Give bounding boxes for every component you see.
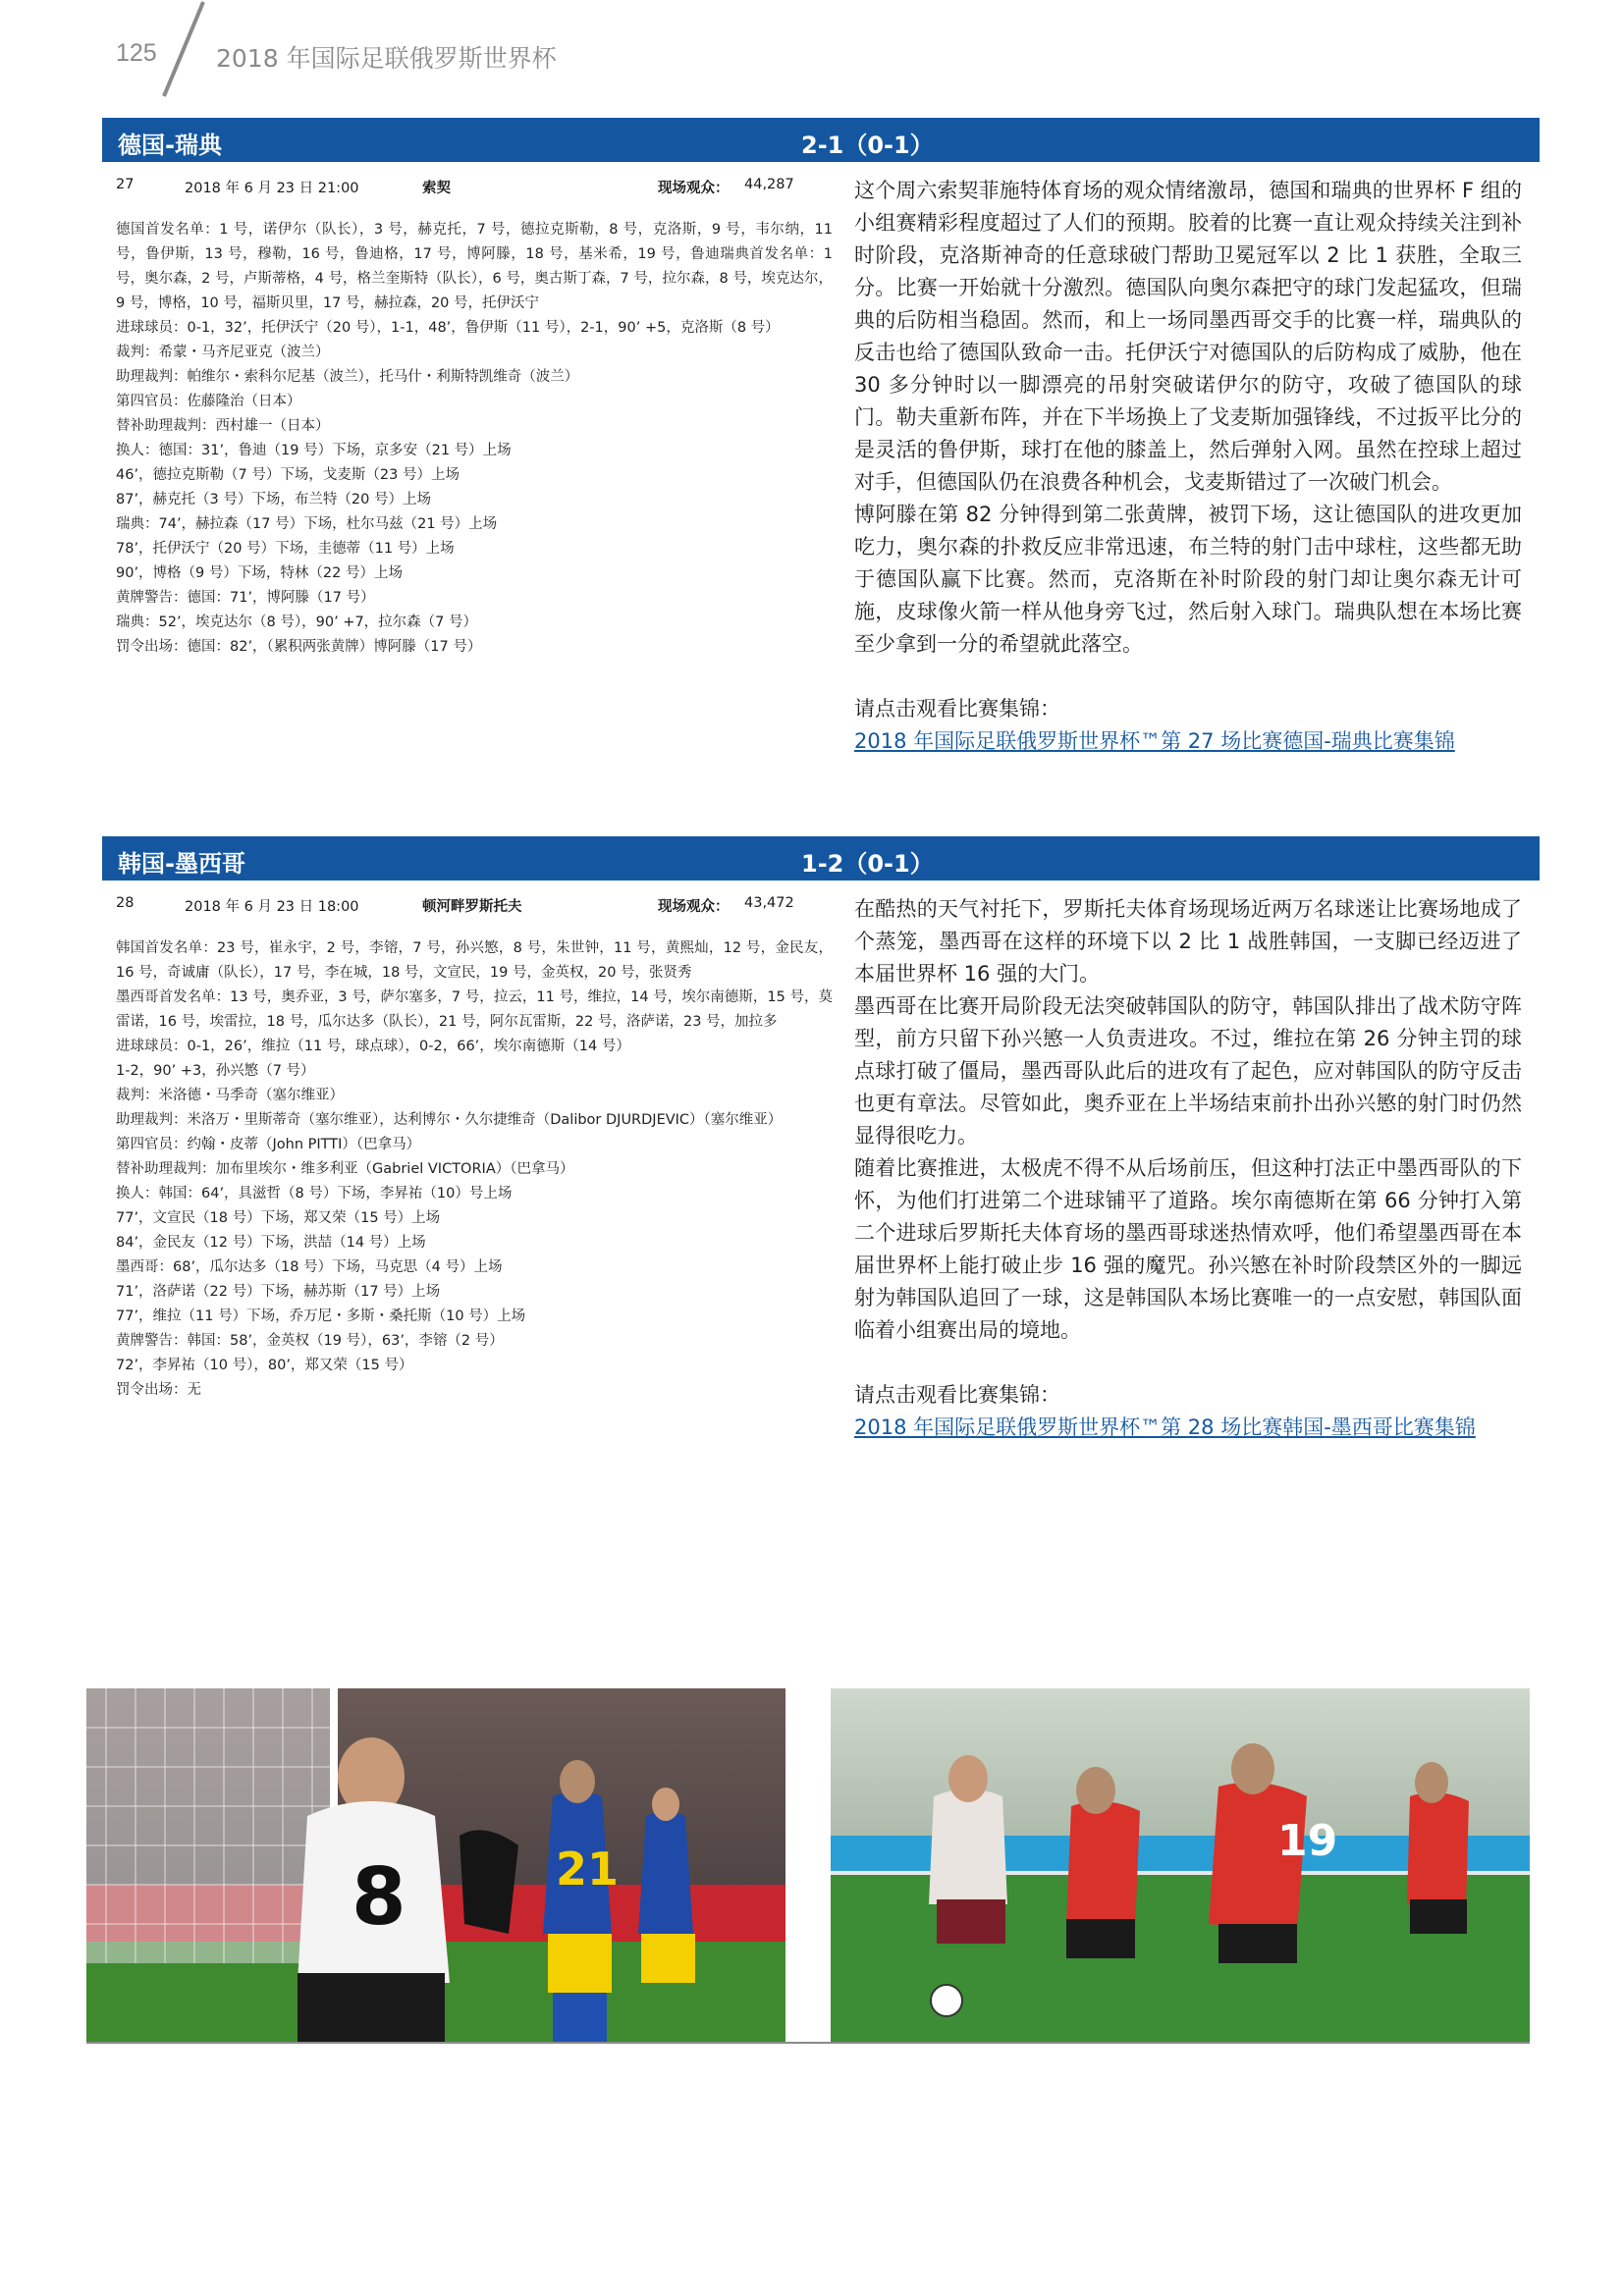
match-banner-korea-mexico (102, 836, 1540, 881)
reserve-assistant-referee: 替补助理裁判：西村雄一（日本） (116, 418, 330, 434)
report-paragraph: 这个周六索契菲施特体育场的观众情绪激昂，德国和瑞典的世界杯 F 组的小组赛精彩程度超过了人们的预期。胶着的比赛一直让观众持续关注到补时阶段，克洛斯神奇的任意球破门帮助卫冕冠军以 2 比 1 获胜，全取三分。比赛一开始就十分激烈。德国队向奥尔森把守的球门发起猛攻，但瑞典的后防相当稳固。然而，和上一场同墨西哥交手的比赛一样，瑞典队的反击也给了德国队致命一击。托伊沃宁对德国队的后防构成了威胁，他在 30 多分钟时以一脚漂亮的吊射突破诺伊尔的防守，攻破了德国队的球门。勒夫重新布阵，并在下半场换上了戈麦斯加强锋线，不过扳平比分的是灵活的鲁伊斯，球打在他的膝盖上，然后弹射入网。虽然在控球上超过对手，但德国队仍在浪费各种机会，戈麦斯错过了一次破门机会。 (854, 179, 1522, 494)
fourth-official: 第四官员：约翰・皮蒂（John PITTI）（巴拿马） (116, 1137, 421, 1152)
yellow-cards: 瑞典：52’，埃克达尔（8 号），90’ +7，拉尔森（7 号） (116, 614, 478, 630)
yellow-cards: 72’，李昇祐（10 号），80’，郑又荣（15 号） (116, 1358, 413, 1373)
substitution: 瑞典：74’，赫拉森（17 号）下场，杜尔马兹（21 号）上场 (116, 516, 498, 532)
goals: 进球球员：0-1，32’，托伊沃宁（20 号），1-1，48’，鲁伊斯（11 号），2-1，90’ +5，克洛斯（8 号） (116, 320, 780, 336)
assistant-referees: 助理裁判：帕维尔・索科尔尼基（波兰），托马什・利斯特凯维奇（波兰） (116, 369, 579, 385)
highlights-prompt: 请点击观看比赛集锦： (854, 697, 1060, 721)
match-details-germany-sweden (116, 218, 833, 660)
match-datetime: 2018 年 6 月 23 日 18:00 (185, 899, 359, 915)
svg-text:21: 21 (556, 1842, 620, 1896)
goals: 1-2，90’ +3，孙兴慜（7 号） (116, 1063, 315, 1079)
substitution: 78’，托伊沃宁（20 号）下场，圭德蒂（11 号）上场 (116, 541, 455, 557)
book-title: 2018 年国际足联俄罗斯世界杯 (216, 44, 557, 73)
red-cards: 罚令出场：无 (116, 1382, 201, 1398)
yellow-cards: 黄牌警告：德国：71’，博阿滕（17 号） (116, 590, 375, 606)
report-paragraph: 墨西哥在比赛开局阶段无法突破韩国队的防守，韩国队排出了战术防守阵型，前方只留下孙兴慜一人负责进攻。不过，维拉在第 26 分钟主罚的球点球打破了僵局，墨西哥队此后的进攻有了起色，应对韩国队的防守反击也更有章法。尽管如此，奥乔亚在上半场结束前扑出孙兴慜的射门时仍然显得很吃力。 (854, 994, 1522, 1148)
match-report-korea-mexico (854, 893, 1522, 1444)
match-number: 28 (116, 895, 135, 911)
substitution: 46’，德拉克斯勒（7 号）下场，戈麦斯（23 号）上场 (116, 467, 460, 483)
attendance-label: 现场观众： (658, 181, 730, 196)
match-score: 1-2（0-1） (801, 850, 934, 878)
report-paragraph: 在酷热的天气衬托下，罗斯托夫体育场现场近两万名球迷让比赛场地成了个蒸笼，墨西哥在这样的环境下以 2 比 1 战胜韩国，一支脚已经迈进了本届世界杯 16 强的大门。 (854, 897, 1522, 986)
report-paragraph: 随着比赛推进，太极虎不得不从后场前压，但这种打法正中墨西哥队的下怀，为他们打进第二个进球铺平了道路。埃尔南德斯在第 66 分钟打入第二个进球后罗斯托夫体育场的墨西哥球迷热情欢呼，他们希望墨西哥在本届世界杯上能打破止步 16 强的魔咒。孙兴慜在补时阶段禁区外的一脚远射为韩国队追回了一球，这是韩国队本场比赛唯一的一点安慰，韩国队面临着小组赛出局的境地。 (854, 1156, 1522, 1342)
red-cards: 罚令出场：德国：82’，（累积两张黄牌）博阿滕（17 号） (116, 639, 482, 655)
assistant-referees: 助理裁判：米洛万・里斯蒂奇（塞尔维亚），达利博尔・久尔捷维奇（Dalibor DJURDJEVIC）（塞尔维亚） (116, 1112, 783, 1128)
reserve-assistant-referee: 替补助理裁判：加布里埃尔・维多利亚（Gabriel VICTORIA）（巴拿马） (116, 1161, 574, 1177)
yellow-cards: 黄牌警告：韩国：58’，金英权（19 号），63’，李镕（2 号） (116, 1333, 504, 1349)
attendance-value: 44,287 (744, 177, 794, 192)
match-banner-germany-sweden (102, 118, 1540, 162)
photo-germany-sweden-free-kick (86, 1688, 785, 2042)
svg-text:8: 8 (352, 1851, 406, 1943)
match-teams: 德国-瑞典 (118, 132, 222, 159)
report-paragraph: 博阿滕在第 82 分钟得到第二张黄牌，被罚下场，这让德国队的进攻更加吃力，奥尔森的扑救反应非常迅速，布兰特的射门击中球柱，这些都无助于德国队赢下比赛。然而，克洛斯在补时阶段的射门却让奥尔森无计可施，皮球像火箭一样从他身旁飞过，然后射入球门。瑞典队想在本场比赛至少拿到一分的希望就此落空。 (854, 503, 1522, 656)
match-details-korea-mexico (116, 936, 833, 1403)
substitution: 换人：韩国：64’，具滋哲（8 号）下场，李昇祐（10）号上场 (116, 1186, 513, 1201)
lineup-korea: 韩国首发名单：23 号，崔永宇，2 号，李镕，7 号，孙兴慜，8 号，朱世钟，11 号，黄熙灿，12 号，金民友，16 号，奇诚庸（队长），17 号，李在城，18 号，文宣民，19 号，金英权，20 号，张贤秀 (116, 940, 833, 981)
goals: 进球球员：0-1，26’，维拉（11 号，球点球），0-2，66’，埃尔南德斯（14 号） (116, 1039, 630, 1054)
substitution: 87’，赫克托（3 号）下场，布兰特（20 号）上场 (116, 492, 431, 507)
match-venue: 顿河畔罗斯托夫 (422, 899, 522, 915)
header-slash-decoration (0, 0, 216, 118)
referee: 裁判：希蒙・马齐尼亚克（波兰） (116, 345, 330, 360)
match-score: 2-1（0-1） (801, 132, 934, 159)
match-venue: 索契 (422, 181, 451, 196)
lineup-mexico: 墨西哥首发名单：13 号，奥乔亚，3 号，萨尔塞多，7 号，拉云，11 号，维拉，14 号，埃尔南德斯，15 号，莫雷诺，16 号，埃雷拉，18 号，瓜尔达多（队长），21 号，阿尔瓦雷斯，22 号，洛萨诺，23 号，加拉多 (116, 989, 833, 1030)
highlights-prompt: 请点击观看比赛集锦： (854, 1383, 1060, 1407)
page-number: 125 (116, 39, 157, 67)
match-info-row (116, 177, 803, 200)
fourth-official: 第四官员：佐藤隆治（日本） (116, 394, 301, 409)
attendance-label: 现场观众： (658, 899, 730, 915)
substitution: 墨西哥：68’，瓜尔达多（18 号）下场，马克思（4 号）上场 (116, 1259, 503, 1275)
highlights-link[interactable]: 2018 年国际足联俄罗斯世界杯™第 27 场比赛德国-瑞典比赛集锦 (854, 729, 1455, 753)
substitution: 84’，金民友（12 号）下场，洪喆（14 号）上场 (116, 1235, 426, 1251)
match-report-germany-sweden (854, 175, 1522, 758)
substitution: 71’，洛萨诺（22 号）下场，赫苏斯（17 号）上场 (116, 1284, 441, 1300)
photo-bottom-rule (86, 2042, 1530, 2044)
highlights-link[interactable]: 2018 年国际足联俄罗斯世界杯™第 28 场比赛韩国-墨西哥比赛集锦 (854, 1415, 1476, 1439)
substitution: 换人：德国：31’，鲁迪（19 号）下场，京多安（21 号）上场 (116, 443, 512, 458)
match-info-row (116, 895, 803, 919)
referee: 裁判：米洛德・马季奇（塞尔维亚） (116, 1088, 344, 1103)
substitution: 90’，博格（9 号）下场，特林（22 号）上场 (116, 565, 403, 581)
attendance-value: 43,472 (744, 895, 794, 911)
photo-korea-mexico-duel (831, 1688, 1530, 2042)
match-datetime: 2018 年 6 月 23 日 21:00 (185, 181, 359, 196)
substitution: 77’，维拉（11 号）下场，乔万尼・多斯・桑托斯（10 号）上场 (116, 1308, 526, 1324)
match-teams: 韩国-墨西哥 (118, 850, 245, 878)
running-header (0, 0, 1624, 118)
lineups: 德国首发名单：1 号，诺伊尔（队长），3 号，赫克托，7 号，德拉克斯勒，8 号，克洛斯，9 号，韦尔纳，11 号，鲁伊斯，13 号，穆勒，16 号，鲁迪格，17 号，博阿滕，18 号，基米希，19 号，鲁迪瑞典首发名单：1 号，奥尔森，2 号，卢斯蒂格，4 号，格兰奎斯特（队长），6 号，奥古斯丁森，7 号，拉尔森，8 号，埃克达尔，9 号，博格，10 号，福斯贝里，17 号，赫拉森，20 号，托伊沃宁 (116, 222, 833, 311)
match-number: 27 (116, 177, 135, 192)
svg-text:19: 19 (1277, 1816, 1338, 1866)
substitution: 77’，文宣民（18 号）下场，郑又荣（15 号）上场 (116, 1210, 441, 1226)
